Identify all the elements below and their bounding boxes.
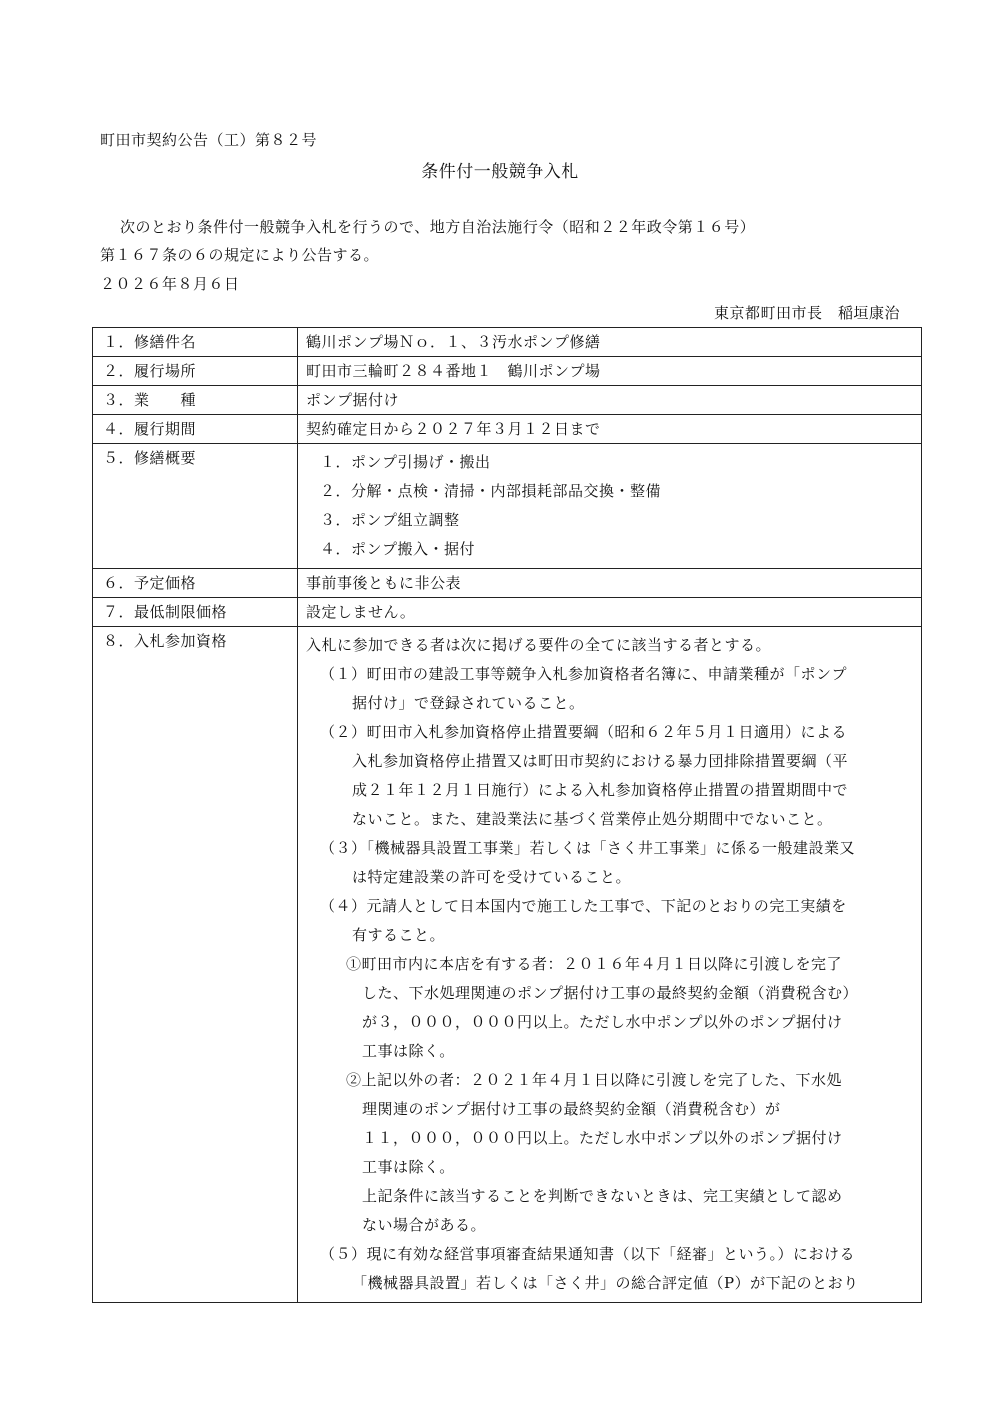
row-label: １．修繕件名 [93,328,298,357]
table-row [93,569,922,598]
document-title: 条件付一般競争入札 [421,162,579,182]
row-value: 契約確定日から２０２７年３月１２日まで [298,415,922,444]
sub-item-cont: 理関連のポンプ据付け工事の最終契約金額（消費税含む）が [362,1100,781,1118]
table-row [93,328,922,357]
sub-item-cont: が３，０００，０００円以上。ただし水中ポンプ以外のポンプ据付け [362,1013,843,1031]
row-value: 鶴川ポンプ場Ｎｏ．１、３汚水ポンプ修繕 [298,328,922,357]
row-label: ６．予定価格 [93,569,298,598]
sub-item-cont: した、下水処理関連のポンプ据付け工事の最終契約金額（消費税含む） [362,984,859,1002]
row-value-qualifications [298,627,922,1303]
row-label: ４．履行期間 [93,415,298,444]
row-value: 事前事後ともに非公表 [298,569,922,598]
list-item: ３．ポンプ組立調整 [320,511,460,529]
spec-table [92,327,922,1303]
intro-line-1: 次のとおり条件付一般競争入札を行うので、地方自治法施行令（昭和２２年政令第１６号） [120,218,756,236]
table-row [93,598,922,627]
qualification-item: （１）町田市の建設工事等競争入札参加資格者名簿に、申請業種が「ポンプ [320,665,848,683]
table-row [93,386,922,415]
table-row [93,357,922,386]
qualification-item-cont: 入札参加資格停止措置又は町田市契約における暴力団排除措置要綱（平 [352,752,849,770]
signer: 東京都町田市長 稲垣康治 [713,304,900,322]
table-row [93,444,922,569]
qualification-item-cont: 有すること。 [352,926,446,944]
row-value: 町田市三輪町２８４番地１ 鶴川ポンプ場 [298,357,922,386]
table-row [93,415,922,444]
qualification-item: （３）「機械器具設置工事業」若しくは「さく井工事業」に係る一般建設業又 [320,839,856,857]
row-label: ５．修繕概要 [93,444,298,569]
table-row [93,627,922,1303]
qualification-intro: 入札に参加できる者は次に掲げる要件の全てに該当する者とする。 [306,636,772,654]
list-item: ２．分解・点検・清掃・内部損耗部品交換・整備 [320,482,662,500]
note-line: 上記条件に該当することを判断できないときは、完工実績として認め [362,1187,843,1205]
row-label: ７．最低制限価格 [93,598,298,627]
qualification-item-cont: 成２１年１２月１日施行）による入札参加資格停止措置の措置期間中で [352,781,849,799]
note-line: ない場合がある。 [362,1216,487,1234]
sub-item-cont: 工事は除く。 [362,1042,455,1060]
qualification-item: （５）現に有効な経営事項審査結果通知書（以下「経審」という。）における [320,1245,856,1263]
intro-line-2: 第１６７条の６の規定により公告する。 [100,246,380,264]
qualification-item-cont: 据付け」で登録されていること。 [352,694,585,712]
sub-item: ②上記以外の者：２０２１年４月１日以降に引渡しを完了した、下水処 [346,1071,843,1089]
qualification-item-cont: ないこと。また、建設業法に基づく営業停止処分期間中でないこと。 [352,810,833,828]
row-label: ８．入札参加資格 [93,627,298,1303]
qualification-item-cont: は特定建設業の許可を受けていること。 [352,868,632,886]
qualification-item-cont: 「機械器具設置」若しくは「さく井」の総合評定値（P）が下記のとおり [352,1274,859,1292]
sub-item-cont: １１，０００，０００円以上。ただし水中ポンプ以外のポンプ据付け [362,1129,843,1147]
row-value: ポンプ据付け [298,386,922,415]
row-value-list [298,444,922,569]
row-label: ２．履行場所 [93,357,298,386]
list-item: ４．ポンプ搬入・据付 [320,540,476,558]
row-value: 設定しません。 [298,598,922,627]
notice-number: 町田市契約公告（工）第８２号 [100,131,318,149]
notice-date: ２０２６年８月６日 [100,275,240,293]
qualification-item: （２）町田市入札参加資格停止措置要綱（昭和６２年５月１日適用）による [320,723,848,741]
list-item: １．ポンプ引揚げ・搬出 [320,453,491,471]
row-label: ３．業 種 [93,386,298,415]
sub-item: ①町田市内に本店を有する者：２０１６年４月１日以降に引渡しを完了 [346,955,843,973]
sub-item-cont: 工事は除く。 [362,1158,455,1176]
qualification-item: （４）元請人として日本国内で施工した工事で、下記のとおりの完工実績を [320,897,847,915]
